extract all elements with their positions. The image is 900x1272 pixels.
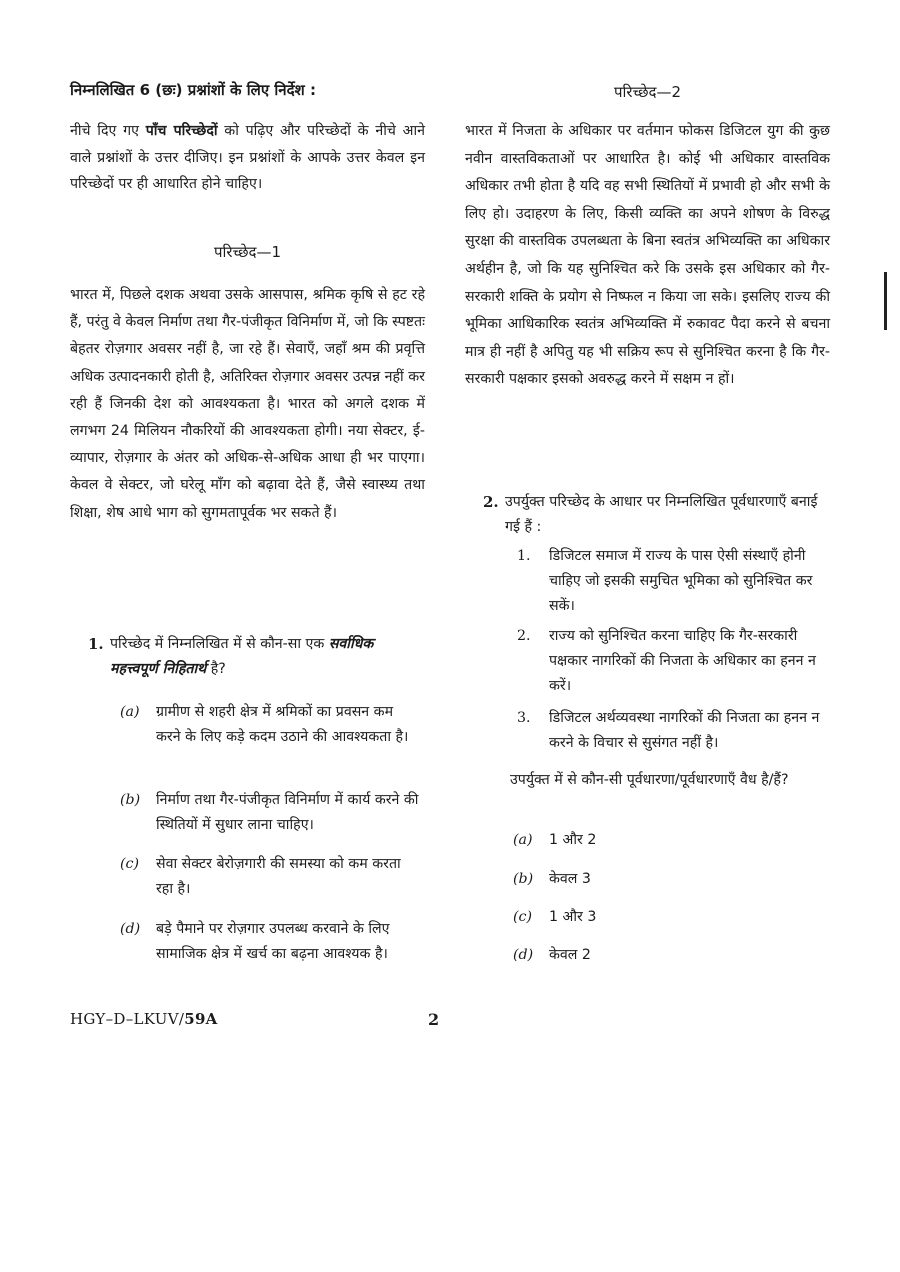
option-label: (a) [120,704,140,720]
question-text [110,632,424,682]
statement-text: राज्य को सुनिश्चित करना चाहिए कि गैर-सरकारी पक्षकार नागरिकों की निजता के अधिकार का हनन न करें। [549,628,816,694]
question-number: 1. [88,635,104,653]
option-label: (d) [513,947,534,963]
question-text: उपर्युक्त परिच्छेद के आधार पर निम्नलिखित पूर्वधारणाएँ बनाई गई हैं : [505,494,818,535]
question-text-emphasis: सर्वाधिक महत्त्वपूर्ण निहितार्थ [110,636,374,677]
page-number: 2 [428,1010,440,1029]
statement-number: 3. [517,710,531,726]
instructions-text-post: को पढ़िए और परिच्छेदों के नीचे आने वाले प्रश्नांशों के उत्तर दीजिए। इन प्रश्नांशों के आपके उत्तर केवल इन परिच्छेदों पर ही आधारित होने चाहिए। [70,123,425,192]
margin-mark [884,272,887,330]
statement-text: डिजिटल अर्थव्यवस्था नागरिकों की निजता का हनन न करने के विचार से सुसंगत नहीं है। [549,710,820,751]
option-label: (c) [513,909,533,925]
question-text-post: है? [206,661,226,677]
statement-number: 2. [517,628,531,644]
instructions-text-bold: पाँच परिच्छेदों [145,123,218,139]
instructions-text-pre: नीचे दिए गए [70,123,146,139]
question-text-pre: परिच्छेद में निम्नलिखित में से कौन-सा एक [110,636,329,652]
option-text: केवल 2 [549,947,591,963]
q2-prompt: उपर्युक्त में से कौन-सी पूर्वधारणा/पूर्वधारणाएँ वैध है/हैं? [510,772,789,788]
instructions-heading: निम्नलिखित 6 (छः) प्रश्नांशों के लिए निर्देश : [70,81,316,99]
statement-text: डिजिटल समाज में राज्य के पास ऐसी संस्थाएँ होनी चाहिए जो इसकी समुचित भूमिका को सुनिश्चित कर सकें। [549,548,813,614]
option-text: निर्माण तथा गैर-पंजीकृत विनिर्माण में कार्य करने की स्थितियों में सुधार लाना चाहिए। [156,792,419,833]
booklet-code-suffix: 59A [184,1010,218,1028]
option-text: केवल 3 [549,871,591,887]
passage2-text: भारत में निजता के अधिकार पर वर्तमान फोकस डिजिटल युग की कुछ नवीन वास्तविकताओं पर आधारित है। कोई भी अधिकार वास्तविक अधिकार तभी होता है यदि वह सभी स्थितियों में प्रभावी हो और सभी के लिए हो। उदाहरण के लिए, किसी व्यक्ति का अपने शोषण के विरुद्ध सुरक्षा की वास्तविक उपलब्धता के बिना स्वतंत्र अभिव्यक्ति का अधिकार अर्थहीन है, जो कि यह सुनिश्चित करे कि उसके इस अधिकार को गैर-सरकारी शक्ति के प्रयोग से निष्फल न किया जा सके। इसलिए राज्य की भूमिका आधिकारिक स्वतंत्र अभिव्यक्ति में रुकावट पैदा करने से बचना मात्र ही नहीं है अपितु यह भी सक्रिय रूप से सुनिश्चित करना है कि गैर-सरकारी पक्षकार इसको अवरुद्ध करने में सक्षम न हों। [465,123,830,388]
option-text: 1 और 2 [549,832,597,848]
statement-number: 1. [517,548,531,564]
question-number: 2. [483,493,499,511]
booklet-code [70,1010,218,1028]
booklet-code-prefix: HGY–D–LKUV/ [70,1010,185,1028]
passage1-title: परिच्छेद—1 [213,243,282,261]
instructions-text [70,118,425,198]
option-text: बड़े पैमाने पर रोज़गार उपलब्ध करवाने के लिए सामाजिक क्षेत्र में खर्च का बढ़ना आवश्यक है। [156,921,390,962]
option-text: ग्रामीण से शहरी क्षेत्र में श्रमिकों का प्रवसन कम करने के लिए कड़े कदम उठाने की आवश्यकता है। [156,704,409,745]
passage2-title: परिच्छेद—2 [613,83,682,101]
option-label: (b) [513,871,534,887]
option-label: (c) [120,856,140,872]
option-label: (a) [513,832,533,848]
option-text: 1 और 3 [549,909,597,925]
passage1-text: भारत में, पिछले दशक अथवा उसके आसपास, श्रमिक कृषि से हट रहे हैं, परंतु वे केवल निर्माण तथा गैर-पंजीकृत विनिर्माण में, जो कि स्पष्टतः बेहतर रोज़गार अवसर नहीं है, जा रहे हैं। सेवाएँ, जहाँ श्रम की प्रवृत्ति अधिक उत्पादनकारी होती है, अतिरिक्त रोज़गार अवसर उत्पन्न नहीं कर रही हैं जिनकी देश को आवश्यकता है। भारत को अगले दशक में लगभग 24 मिलियन नौकरियों की आवश्यकता होगी। नया सेक्टर, ई-व्यापार, रोज़गार के अंतर को अधिक-से-अधिक आधा ही भर पाएगा। केवल वे सेक्टर, जो घरेलू माँग को बढ़ावा देते हैं, जैसे स्वास्थ्य तथा शिक्षा, शेष आधे भाग को सुगमतापूर्वक भर सकते हैं। [70,287,425,521]
option-text: सेवा सेक्टर बेरोज़गारी की समस्या को कम करता रहा है। [156,856,401,897]
option-label: (b) [120,792,141,808]
option-label: (d) [120,921,141,937]
